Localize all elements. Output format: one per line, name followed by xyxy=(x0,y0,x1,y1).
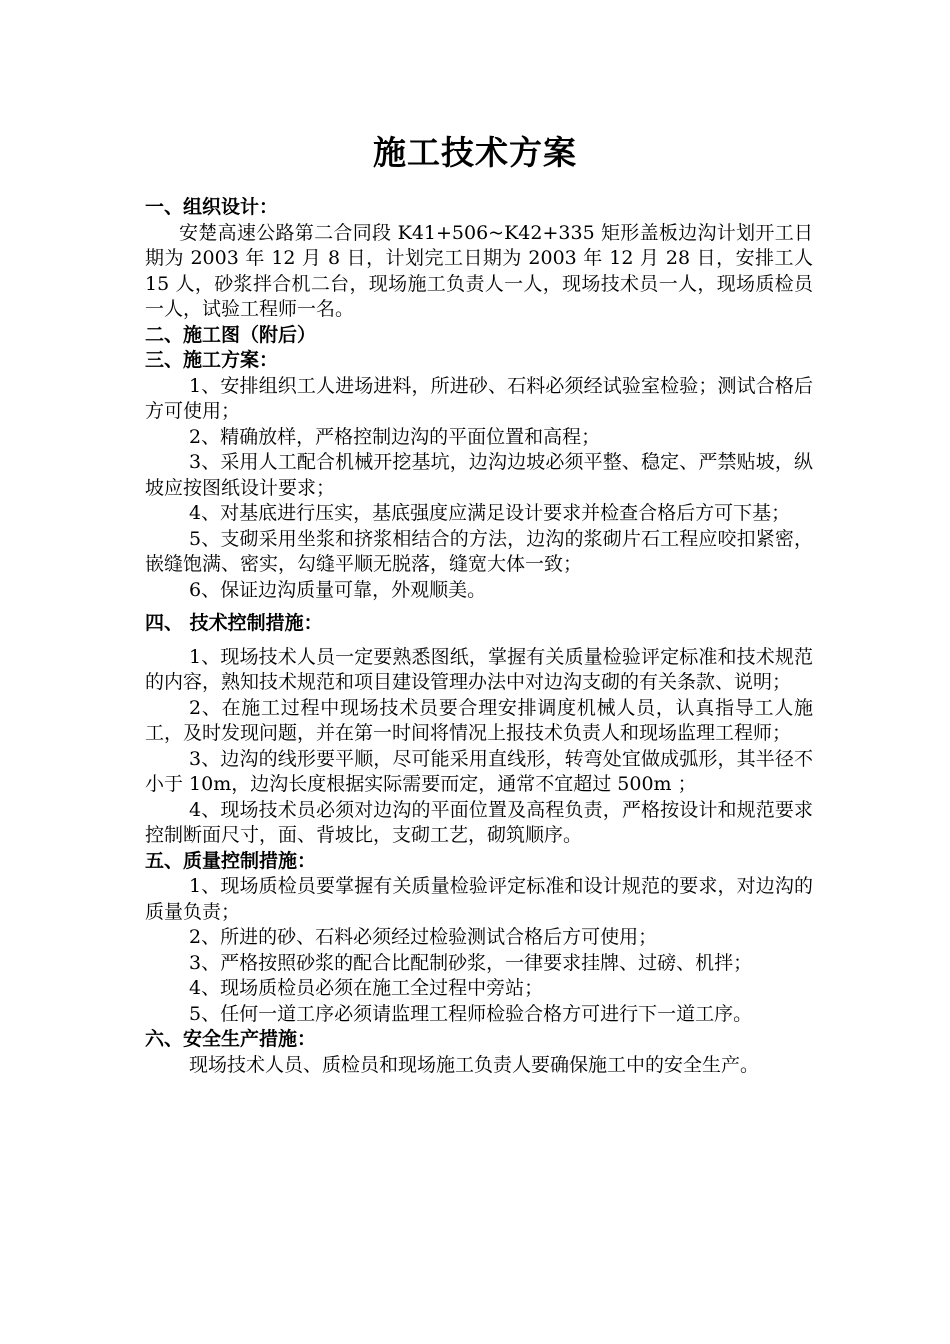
list-item: 4、现场技术员必须对边沟的平面位置及高程负责，严格按设计和规范要求控制断面尺寸，面、背坡比，支砌工艺，砌筑顺序。 xyxy=(145,798,813,846)
section-heading-technical-control: 四、 技术控制措施： xyxy=(145,612,323,634)
list-item: 3、边沟的线形要平顺，尽可能采用直线形，转弯处宜做成弧形，其半径不小于 10m，边沟长度根据实际需要而定，通常不宜超过 500m ； xyxy=(145,747,813,795)
list-item: 2、精确放样，严格控制边沟的平面位置和高程； xyxy=(189,425,601,448)
section-heading-construction-plan: 三、施工方案： xyxy=(145,349,279,371)
list-item: 1、安排组织工人进场进料，所进砂、石料必须经试验室检验；测试合格后方可使用； xyxy=(145,374,813,422)
list-item: 1、现场技术人员一定要熟悉图纸，掌握有关质量检验评定标准和技术规范的内容，熟知技术规范和项目建设管理办法中对边沟支砌的有关条款、说明； xyxy=(145,645,813,693)
section-heading-safety: 六、安全生产措施： xyxy=(145,1028,317,1050)
list-item: 3、严格按照砂浆的配合比配制砂浆，一律要求挂牌、过磅、机拌； xyxy=(189,951,753,974)
list-item: 6、保证边沟质量可靠，外观顺美。 xyxy=(189,578,487,601)
list-item: 5、任何一道工序必须请监理工程师检验合格方可进行下一道工序。 xyxy=(189,1002,753,1025)
list-item: 5、支砌采用坐浆和挤浆相结合的方法，边沟的浆砌片石工程应咬扣紧密，嵌缝饱满、密实，勾缝平顺无脱落，缝宽大体一致； xyxy=(145,527,813,575)
list-item: 2、所进的砂、石料必须经过检验测试合格后方可使用； xyxy=(189,926,658,948)
section-heading-quality-control: 五、质量控制措施： xyxy=(145,849,317,872)
list-item: 1、现场质检员要掌握有关质量检验评定标准和设计规范的要求，对边沟的质量负责； xyxy=(145,875,813,923)
list-item: 2、在施工过程中现场技术员要合理安排调度机械人员，认真指导工人施工，及时发现问题，并在第一时间将情况上报技术负责人和现场监理工程师； xyxy=(145,696,813,744)
section-heading-organization: 一、组织设计： xyxy=(145,196,279,218)
list-item: 4、现场质检员必须在施工全过程中旁站； xyxy=(189,977,544,999)
paragraph: 现场技术人员、质检员和现场施工负责人要确保施工中的安全生产。 xyxy=(189,1053,760,1076)
list-item: 4、对基底进行压实，基底强度应满足设计要求并检查合格后方可下基； xyxy=(189,502,791,524)
document-title: 施工技术方案 xyxy=(373,133,577,172)
paragraph: 安楚高速公路第二合同段 K41+506~K42+335 矩形盖板边沟计划开工日期为 2003 年 12 月 8 日，计划完工日期为 2003 年 12 月 28 日，安排工人 15 人，砂浆拌合机二台，现场施工负责人一人，现场技术员一人，现场质检员一人，试验工程师一名。 xyxy=(145,221,813,320)
document-body xyxy=(145,195,813,1078)
section-heading-drawings: 二、施工图（附后） xyxy=(145,323,317,346)
list-item: 3、采用人工配合机械开挖基坑，边沟边坡必须平整、稳定、严禁贴坡，纵坡应按图纸设计要求； xyxy=(145,451,813,499)
